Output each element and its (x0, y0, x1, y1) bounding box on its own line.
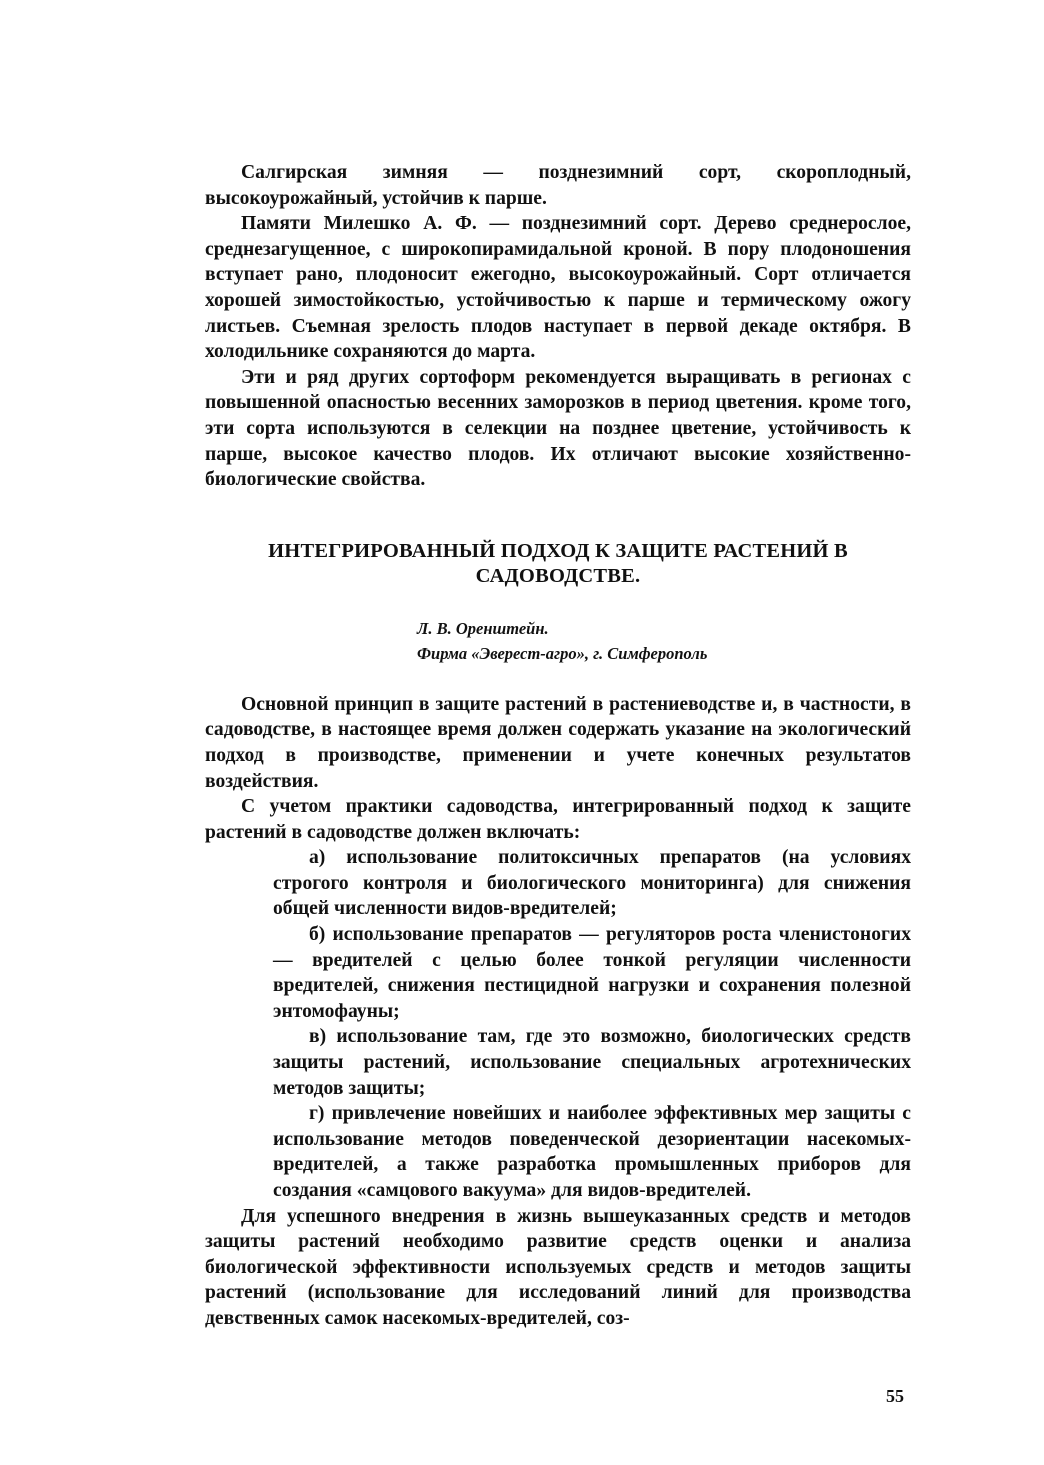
author-affiliation: Фирма «Эверест-агро», г. Симферополь (417, 643, 708, 663)
author-name: Л. В. Оренштейн. (417, 618, 549, 638)
page-number: 55 (886, 1386, 904, 1406)
intro-paragraph-1: Салгирская зимняя — позднезимний сорт, скороплодный, высокоурожайный, устойчив к парше. (205, 162, 911, 209)
page-content (205, 160, 911, 1332)
intro-paragraph-2: Памяти Милешко А. Ф. — позднезимний сорт. Дерево среднерослое, среднезагущенное, с широкопирамидальной кроной. В пору плодоношения вступает рано, плодоносит ежегодно, высокоурожайный. Сорт отличается хорошей зимостойкостью, устойчивостью к парше и термическому ожогу листьев. Съемная зрелость плодов наступает в первой декаде октября. В холодильнике сохраняются до марта. (205, 213, 911, 363)
article-paragraph-3: Для успешного внедрения в жизнь вышеуказанных средств и методов защиты растений необходимо развитие средств оценки и анализа биологической эффективности используемых средств и методов защиты растений (использование для исследований линий для производства девственных самок насекомых-вредителей, соз- (205, 1205, 911, 1329)
article-paragraph-1: Основной принцип в защите растений в растениеводстве и, в частности, в садоводстве, в настоящее время должен содержать указание на экологический подход в производстве, применении и учете конечных результатов воздействия. (205, 693, 911, 792)
list-item: г) привлечение новейших и наиболее эффективных мер защиты с использование методов поведенческой дезориентации насекомых-вредителей, а также разработка промышленных приборов для создания «самцового вакуума» для видов-вредителей. (273, 1103, 911, 1201)
article-paragraph-2: С учетом практики садоводства, интегрированный подход к защите растений в садоводстве должен включать: (205, 796, 911, 843)
article-title: ИНТЕГРИРОВАННЫЙ ПОДХОД К ЗАЩИТЕ РАСТЕНИЙ В САДОВОДСТВЕ. (268, 539, 848, 587)
list-item: а) использование политоксичных препаратов (на условиях строгого контроля и биологического мониторинга) для снижения общей численности видов-вредителей; (273, 847, 911, 920)
measures-list (273, 845, 911, 1203)
list-item: в) использование там, где это возможно, биологических средств защиты растений, использование специальных агротехнических методов защиты; (273, 1026, 911, 1099)
list-item: б) использование препаратов — регуляторов роста членистоногих — вредителей с целью более тонкой регуляции численности вредителей, снижения пестицидной нагрузки и сохранения полезной энтомофауны; (273, 924, 911, 1022)
intro-paragraph-3: Эти и ряд других сортоформ рекомендуется выращивать в регионах с повышенной опасностью весенних заморозков в период цветения. кроме того, эти сорта используются в селекции на позднее цветение, устойчивость к парше, высокое качество плодов. Их отличают высокие хозяйственно-биологические свойства. (205, 366, 911, 491)
author-block (417, 616, 911, 666)
